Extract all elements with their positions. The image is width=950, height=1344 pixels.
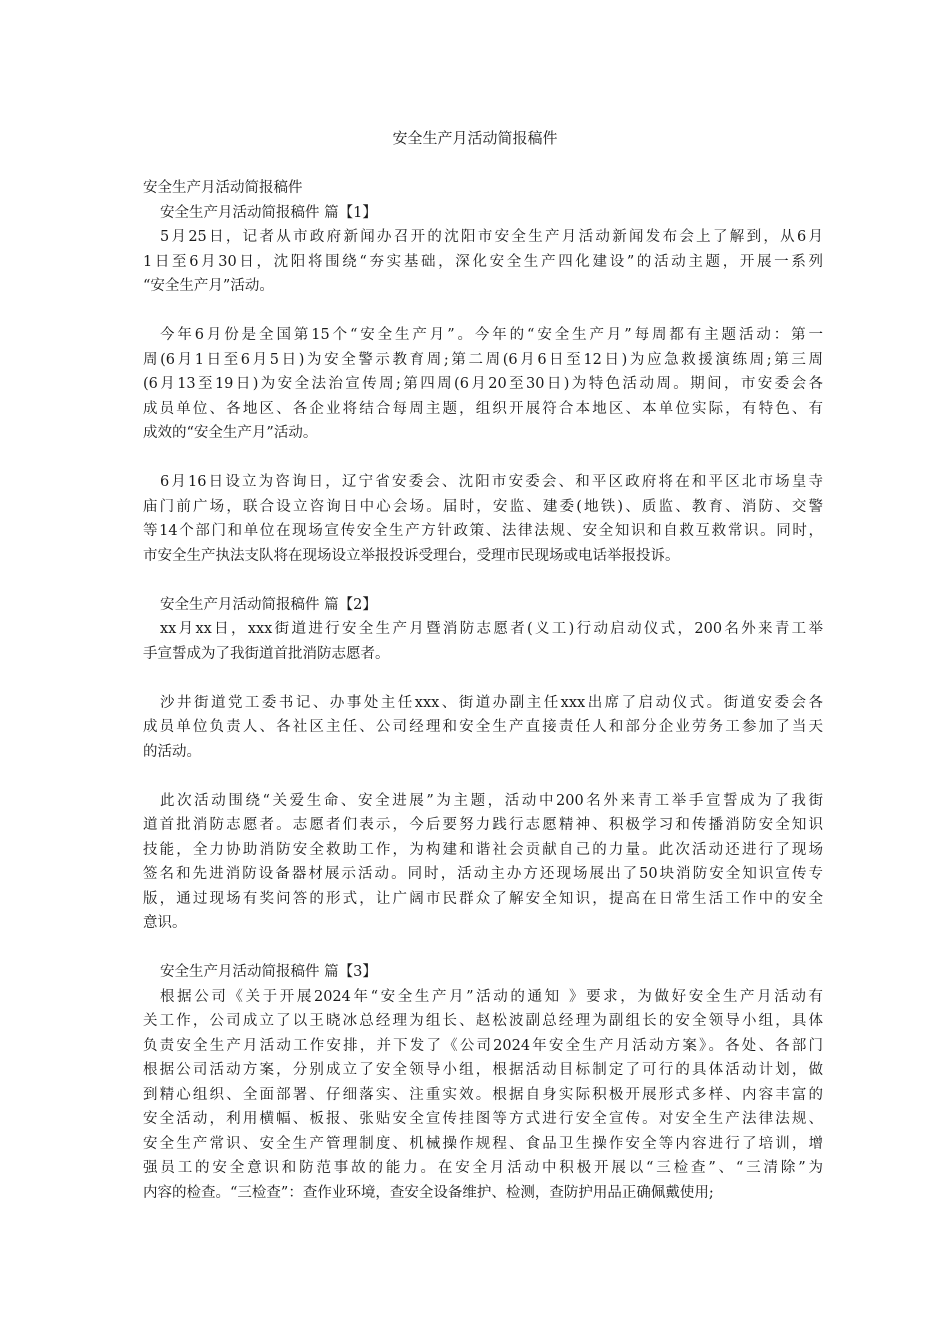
text-line: 版，通过现场有奖问答的形式，让广阔市民群众了解安全知识，提高在日常生活工作中的安全 xyxy=(143,890,823,907)
text-line: xx月xx日，xxx街道进行安全生产月暨消防志愿者(义工)行动启动仪式，200名外来青工举 xyxy=(160,621,823,637)
text-line: 市安全生产执法支队将在现场设立举报投诉受理台，受理市民现场或电话举报投诉。 xyxy=(143,547,680,564)
section-heading: 安全生产月活动简报稿件 篇【1】 xyxy=(160,204,377,221)
text-line: 安全活动，利用横幅、板报、张贴安全宣传挂图等方式进行安全宣传。对安全生产法律法规、 xyxy=(143,1111,823,1127)
text-line: 负责安全生产月活动工作安排，并下发了《公司2024年安全生产月活动方案》。各处、各部门 xyxy=(143,1037,823,1054)
text-line: 安全生产常识、安全生产管理制度、机械操作规程、食品卫生操作安全等内容进行了培训，增 xyxy=(143,1135,823,1152)
document-body xyxy=(143,176,823,1205)
text-line: 内容的检查。“三检查”：查作业环境，查安全设备维护、检测，查防护用品正确佩戴使用; xyxy=(143,1184,714,1201)
paragraph xyxy=(143,323,823,446)
paragraph xyxy=(143,617,823,666)
text-line: 1日至6月30日，沈阳将围绕“夯实基础，深化安全生产四化建设”的活动主题，开展一系列 xyxy=(143,253,823,270)
section-spacer xyxy=(143,568,823,593)
text-line: 此次活动围绕“关爱生命、安全进展”为主题，活动中200名外来青工举手宣誓成为了我街 xyxy=(160,792,823,809)
text-line: 关工作，公司成立了以王晓冰总经理为组长、赵松波副总经理为副组长的安全领导小组，具体 xyxy=(143,1013,823,1029)
text-line: 周(6月1日至6月5日)为安全警示教育周;第二周(6月6日至12日)为应急救援演练周;第三周 xyxy=(143,351,823,368)
paragraph xyxy=(143,691,823,765)
paragraph-spacer xyxy=(143,299,823,324)
text-line: 成员单位负责人、各社区主任、公司经理和安全生产直接责任人和部分企业劳务工参加了当天 xyxy=(143,719,823,735)
paragraph-spacer xyxy=(143,764,823,789)
text-line: 强员工的安全意识和防范事故的能力。在安全月活动中积极开展以“三检查”、“三清除”为 xyxy=(143,1160,823,1176)
text-line: 签名和先进消防设备器材展示活动。同时，活动主办方还现场展出了50块消防安全知识宣传专 xyxy=(143,866,823,882)
paragraph xyxy=(143,225,823,299)
section-heading: 安全生产月活动简报稿件 篇【2】 xyxy=(160,596,377,613)
paragraph-spacer xyxy=(143,666,823,691)
paragraph-spacer xyxy=(143,446,823,471)
text-line: 的活动。 xyxy=(143,743,201,760)
text-line: 成员单位、各地区、各企业将结合每周主题，组织开展符合本地区、本单位实际，有特色、有 xyxy=(143,400,823,417)
sections-container xyxy=(143,201,823,1206)
section-heading: 安全生产月活动简报稿件 篇【3】 xyxy=(160,964,377,980)
text-line: 手宣誓成为了我街道首批消防志愿者。 xyxy=(143,645,390,662)
text-line: 5月25日，记者从市政府新闻办召开的沈阳市安全生产月活动新闻发布会上了解到，从6月 xyxy=(160,229,823,245)
paragraph xyxy=(143,789,823,936)
text-line: 6月16日设立为咨询日，辽宁省安委会、沈阳市安委会、和平区政府将在和平区北市场皇寺 xyxy=(160,474,823,490)
text-line: 今年6月份是全国第15个“安全生产月”。今年的“安全生产月”每周都有主题活动：第一 xyxy=(160,327,823,343)
text-line: 根据公司《关于开展2024年“安全生产月”活动的通知 》要求，为做好安全生产月活动有 xyxy=(160,988,823,1005)
document-subtitle: 安全生产月活动简报稿件 xyxy=(143,180,303,196)
text-line: 意识。 xyxy=(143,915,187,931)
document-title: 安全生产月活动简报稿件 xyxy=(392,129,558,147)
text-line: 成效的“安全生产月”活动。 xyxy=(143,425,318,441)
text-line: 庙门前广场，联合设立咨询日中心会场。届时，安监、建委(地铁)、质监、教育、消防、交警 xyxy=(143,498,823,515)
paragraph xyxy=(143,470,823,568)
text-line: 技能，全力协助消防安全救助工作，为构建和谐社会贡献自己的力量。此次活动还进行了现场 xyxy=(143,841,823,858)
text-line: 道首批消防志愿者。志愿者们表示，今后要努力践行志愿精神、积极学习和传播消防安全知识 xyxy=(143,817,823,833)
text-line: 到精心组织、全面部署、仔细落实、注重实效。根据自身实际积极开展形式多样、内容丰富的 xyxy=(143,1086,823,1103)
text-line: (6月13至19日)为安全法治宣传周;第四周(6月20至30日)为特色活动周。期间，市安委会各 xyxy=(143,376,823,392)
text-line: “安全生产月”活动。 xyxy=(143,278,274,294)
text-line: 等14个部门和单位在现场宣传安全生产方针政策、法律法规、安全知识和自救互救常识。同时， xyxy=(143,523,823,539)
paragraph xyxy=(143,985,823,1206)
text-line: 沙井街道党工委书记、办事处主任xxx、街道办副主任xxx出席了启动仪式。街道安委会各 xyxy=(160,694,823,711)
text-line: 根据公司活动方案，分别成立了安全领导小组，根据活动目标制定了可行的具体活动计划，做 xyxy=(143,1062,823,1078)
section-spacer xyxy=(143,936,823,961)
